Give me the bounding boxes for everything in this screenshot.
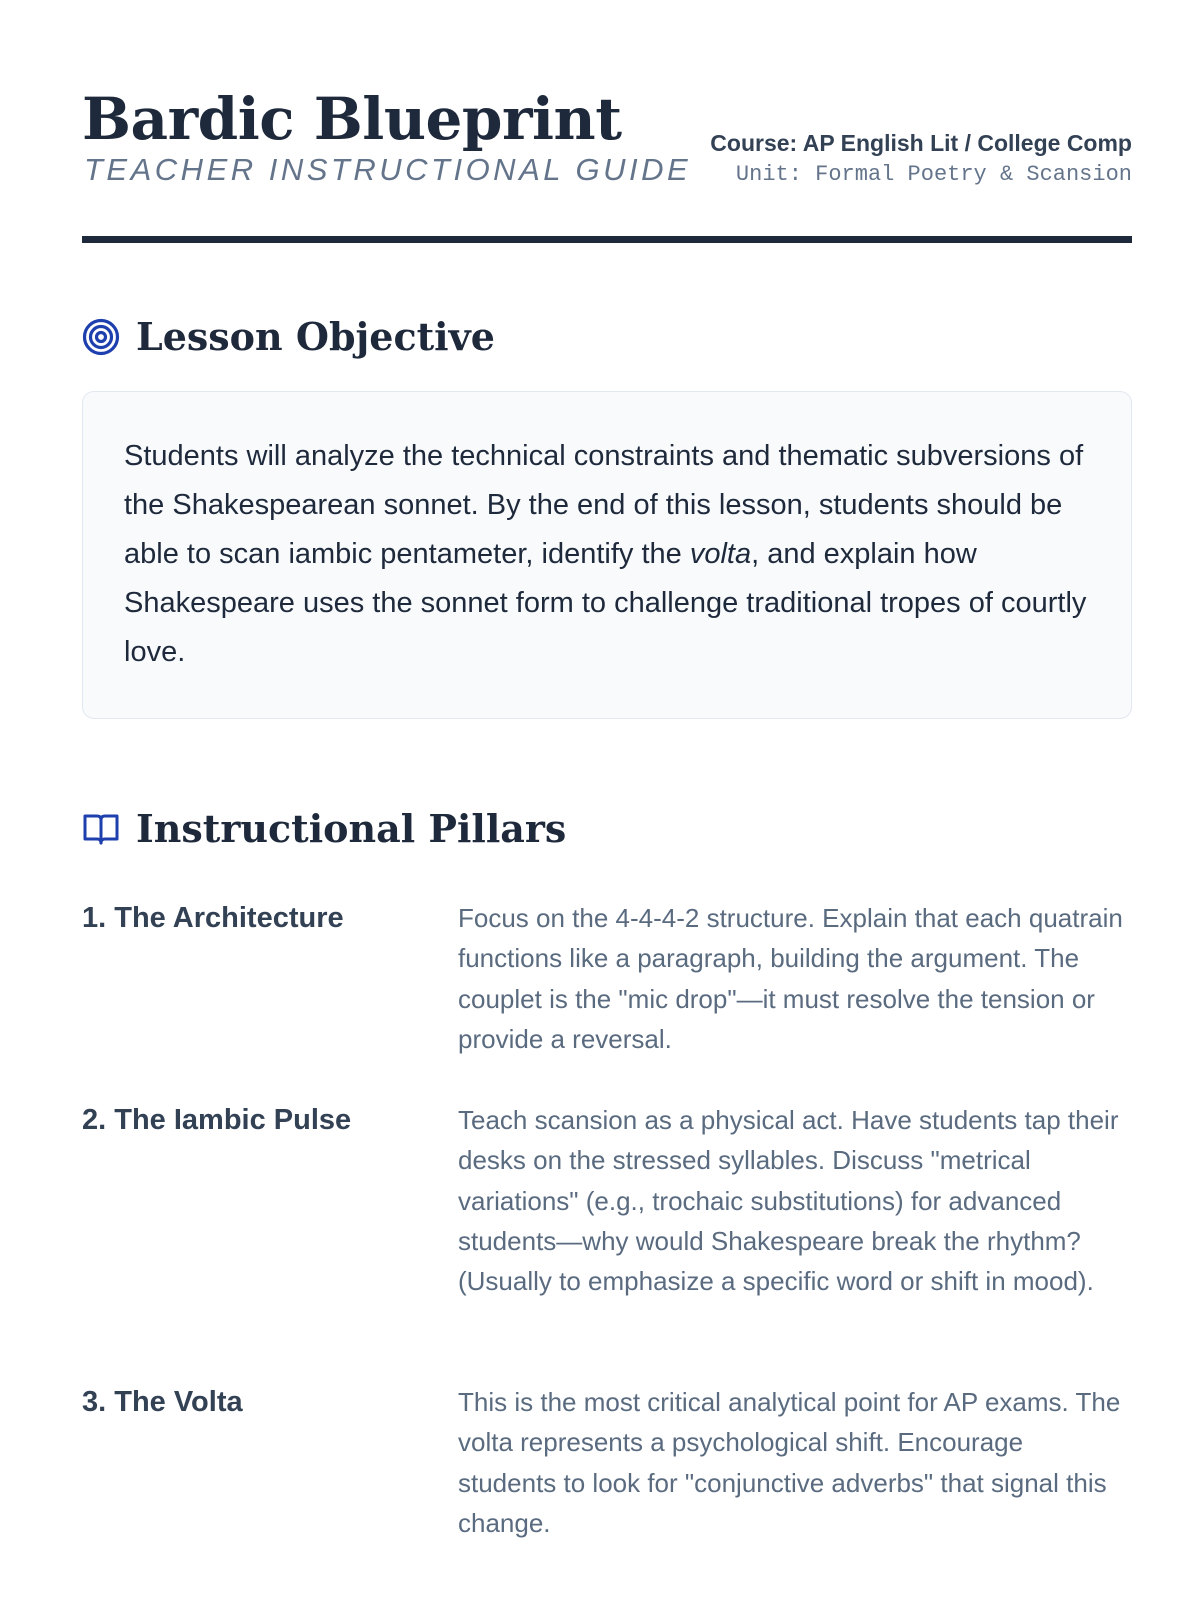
course-meta: [710, 128, 1132, 190]
pillars-heading-label: Instructional Pillars: [136, 806, 567, 851]
brand-title: Bardic Blueprint: [82, 85, 622, 153]
brand-subtitle: TEACHER INSTRUCTIONAL GUIDE: [84, 152, 692, 187]
open-book-icon: [82, 810, 120, 848]
unit-label: Unit: Formal Poetry & Scansion: [735, 162, 1132, 187]
objective-box: [82, 391, 1132, 719]
objective-heading-label: Lesson Objective: [136, 314, 495, 359]
pillar-text: Focus on the 4-4-4-2 structure. Explain that each quatrain functions like a paragraph, building the argument. The couplet is the "mic drop"—it must resolve the tension or provide a reversal.: [458, 903, 1123, 1054]
pillar-title: 2. The Iambic Pulse: [82, 1104, 352, 1136]
pillar-text: This is the most critical analytical point for AP exams. The volta represents a psychological shift. Encourage students to look for "conjunctive adverbs" that signal this change.: [458, 1387, 1121, 1538]
objective-text-end: , and explain how Shakespeare uses the sonnet form to challenge traditional tropes of courtly love.: [124, 538, 1087, 668]
pillars-heading: [82, 804, 566, 854]
objective-text: [124, 432, 1091, 677]
volta-emphasis: volta: [689, 538, 752, 570]
pillar-title: 1. The Architecture: [82, 902, 344, 934]
objective-heading: [82, 312, 495, 362]
target-icon: [82, 318, 120, 356]
document-header: [82, 0, 1132, 244]
header-divider: [82, 236, 1132, 243]
pillar-text: Teach scansion as a physical act. Have students tap their desks on the stressed syllables. Discuss "metrical variations" (e.g., trochaic substitutions) for advanced students—why would Shakespeare break the rhythm? (Usually to emphasize a specific word or shift in mood).: [458, 1105, 1119, 1297]
course-label: Course: AP English Lit / College Comp: [710, 130, 1132, 156]
document-page: [82, 0, 1132, 1538]
pillar-title: 3. The Volta: [82, 1386, 243, 1418]
objective-text-start: Students will analyze the technical constraints and thematic subversions of the Shakespearean sonnet. By the end of this lesson, students should be able to scan iambic pentameter, identify the: [124, 440, 1084, 570]
